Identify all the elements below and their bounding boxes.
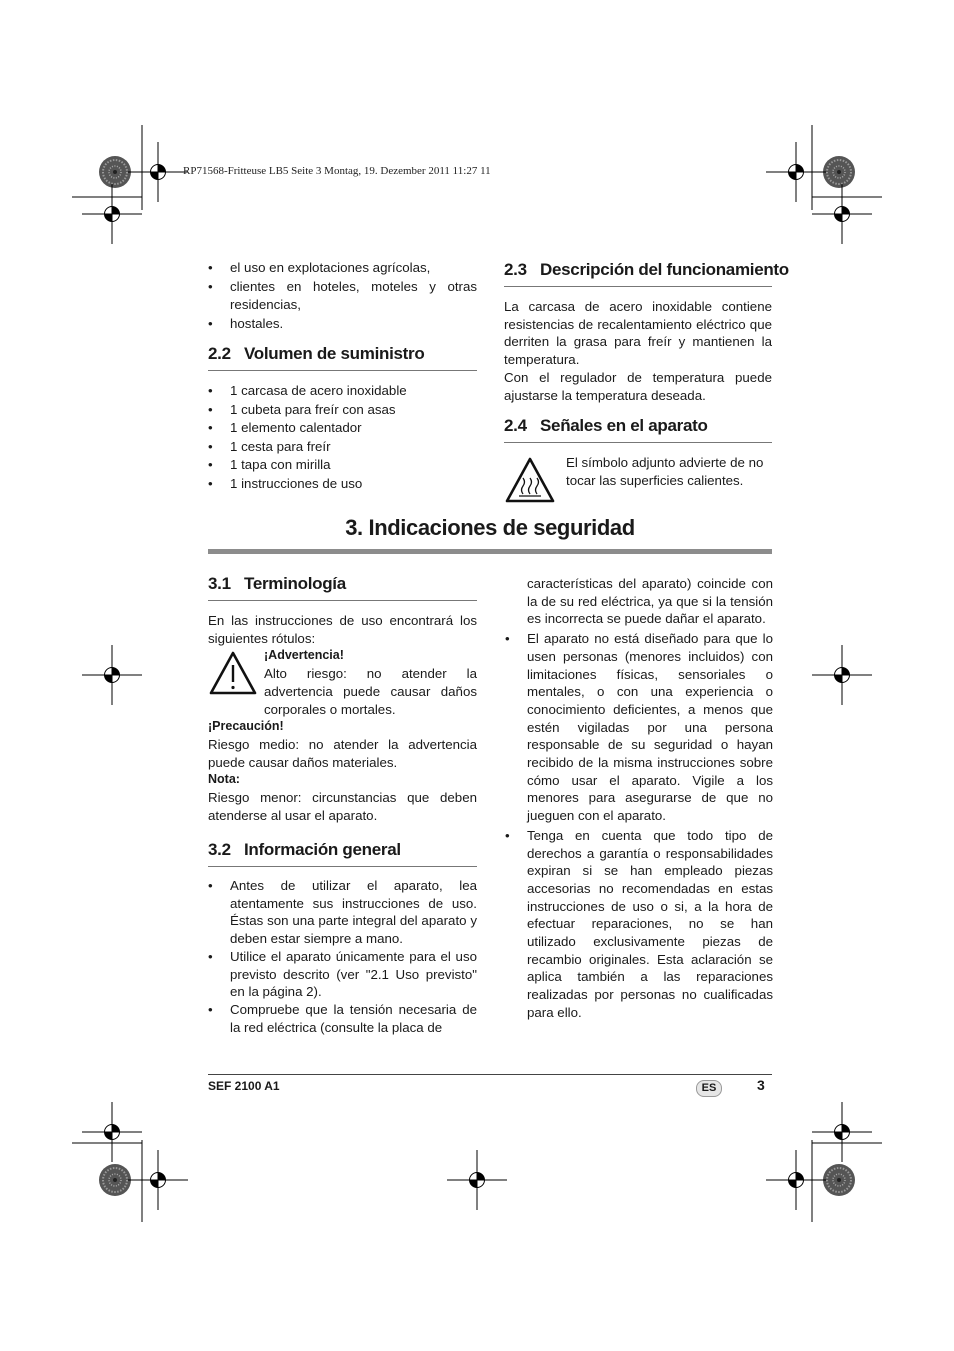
- registration-disc-icon: [823, 1164, 855, 1196]
- right-column: [505, 575, 773, 1022]
- list-item: • 1 cubeta para freír con asas: [208, 401, 477, 420]
- section-number: 3.1: [208, 574, 231, 593]
- general-info-list: [208, 877, 477, 1036]
- signal-text: El símbolo adjunto advierte de no tocar las superficies calientes.: [566, 455, 764, 488]
- model-number: SEF 2100 A1: [208, 1079, 280, 1093]
- list-item: • Compruebe que la tensión necesaria de la red eléctrica (consulte la placa de: [208, 1001, 477, 1036]
- print-header: RP71568-Fritteuse LB5 Seite 3 Montag, 19. Dezember 2011 11:27 11: [183, 165, 491, 177]
- chapter-title: 3. Indicaciones de seguridad: [345, 515, 635, 540]
- registration-disc-icon: [823, 156, 855, 188]
- section-number: 2.3: [504, 260, 527, 279]
- list-item: • 1 tapa con mirilla: [208, 456, 477, 475]
- terminology-block: [208, 612, 477, 824]
- section-heading-3-1: [208, 574, 477, 601]
- list-item: • 1 elemento calentador: [208, 419, 477, 438]
- caution-label: ¡Precaución!: [208, 719, 284, 734]
- section-title: Terminología: [244, 574, 346, 593]
- caution-text: Riesgo medio: no atender la advertencia puede causar daños materiales.: [208, 736, 477, 770]
- section-number: 3.2: [208, 840, 231, 859]
- list-item: • El aparato no está diseñado para que lo usen personas (menores incluidos) con limitaciones físicas, sensoriales o mentales, o con una experiencia o conocimiento deficientes, a menos que estén vigiladas por una persona responsable de su seguridad o hayan recibido de la misma instrucciones sobre cómo usar el aparato. Vigile a los menores para asegurarse de que no jueguen con el aparato.: [505, 630, 773, 825]
- supply-list: [208, 382, 477, 494]
- section-title: Información general: [244, 840, 401, 859]
- note-label: Nota:: [208, 772, 240, 787]
- registration-disc-icon: [99, 156, 131, 188]
- list-item: • clientes en hoteles, moteles y otras residencias,: [208, 278, 477, 315]
- hot-surface-warning-icon: [504, 456, 556, 504]
- list-item: • Tenga en cuenta que todo tipo de derechos a garantía o responsabilidades expiran si se han empleado piezas accesorias no recomendadas en estas instrucciones de uso o si, a la hora de efectuar reparaciones, no se han utilizado exclusivamente piezas de recambio originales. Esta aclaración se aplica también a las reparaciones realizadas por personas no cualificadas para ello.: [505, 827, 773, 1022]
- paragraph: Con el regulador de temperatura puede ajustarse la temperatura deseada.: [504, 369, 772, 403]
- paragraph: En las instrucciones de uso encontrará los siguientes rótulos:: [208, 613, 477, 646]
- warning-label: ¡Advertencia!: [264, 648, 344, 663]
- section-heading-2-3: [504, 260, 789, 287]
- registration-disc-icon: [99, 1164, 131, 1196]
- continuation-text: características del aparato) coincide con la de su red eléctrica, ya que si la tensión es incorrecta se puede dañar el aparato.: [527, 576, 773, 627]
- warning-triangle-icon: [208, 650, 258, 696]
- section-heading-2-2: [208, 344, 477, 371]
- note-text: Riesgo menor: circunstancias que deben atenderse al usar el aparato.: [208, 790, 477, 823]
- list-item: • Antes de utilizar el aparato, lea atentamente sus instrucciones de uso. Éstas son una parte integral del aparato y deben estar siempre a mano.: [208, 877, 477, 948]
- list-item: • 1 cesta para freír: [208, 438, 477, 457]
- warning-block: [208, 647, 477, 718]
- section-number: 2.4: [504, 416, 527, 435]
- section-number: 2.2: [208, 344, 231, 363]
- chapter-rule: [208, 549, 772, 554]
- section-title: Volumen de suministro: [244, 344, 425, 363]
- list-item: • Utilice el aparato únicamente para el uso previsto descrito (ver "2.1 Uso previsto" en la página 2).: [208, 948, 477, 1001]
- language-badge: ES: [696, 1080, 722, 1097]
- page-number: 3: [757, 1077, 765, 1093]
- list-item: • 1 carcasa de acero inoxidable: [208, 382, 477, 401]
- signal-block: [504, 454, 772, 489]
- function-description: [504, 298, 772, 404]
- list-item: • el uso en explotaciones agrícolas,: [208, 259, 477, 278]
- section-title: Descripción del funcionamiento: [540, 260, 789, 279]
- warning-text: Alto riesgo: no atender la advertencia puede causar daños corporales o mortales.: [264, 666, 477, 717]
- section-heading-3-2: [208, 840, 477, 867]
- section-title: Señales en el aparato: [540, 416, 708, 435]
- footer-rule: [208, 1074, 772, 1075]
- list-item: • hostales.: [208, 315, 477, 334]
- left-top-list: [208, 259, 477, 333]
- paragraph: La carcasa de acero inoxidable contiene resistencias de recalentamiento eléctrico que derriten la grasa para freír y mantienen la temperatura.: [504, 299, 772, 368]
- list-item: • 1 instrucciones de uso: [208, 475, 477, 494]
- section-heading-2-4: [504, 416, 772, 443]
